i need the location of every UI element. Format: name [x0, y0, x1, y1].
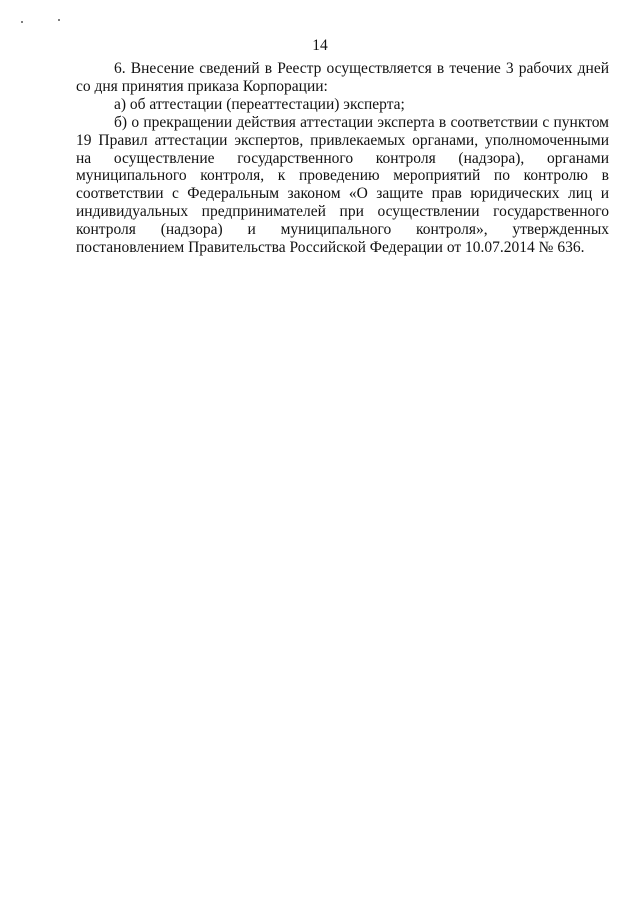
paragraph-subitem-b: б) о прекращении действия аттестации эксперта в соответствии с пунктом 19 Правил аттестации экспертов, привлекаемых органами, уполномоченными на осуществление государственного контроля (надзора), органами муниципального контроля, к проведению мероприятий по контролю в соответствии с Федеральным законом «О защите прав юридических лиц и индивидуальных предпринимателей при осуществлении государственного контроля (надзора) и муниципального контроля», утвержденных постановлением Правительства Российской Федерации от 10.07.2014 № 636.: [76, 113, 609, 257]
scan-speck: [21, 21, 23, 23]
page-number: 14: [312, 37, 328, 54]
document-body: [76, 60, 609, 257]
scan-speck: [58, 19, 60, 21]
paragraph-subitem-a: а) об аттестации (переаттестации) эксперта;: [114, 95, 405, 113]
paragraph-item-6: 6. Внесение сведений в Реестр осуществляется в течение 3 рабочих дней со дня принятия приказа Корпорации:: [76, 60, 609, 95]
